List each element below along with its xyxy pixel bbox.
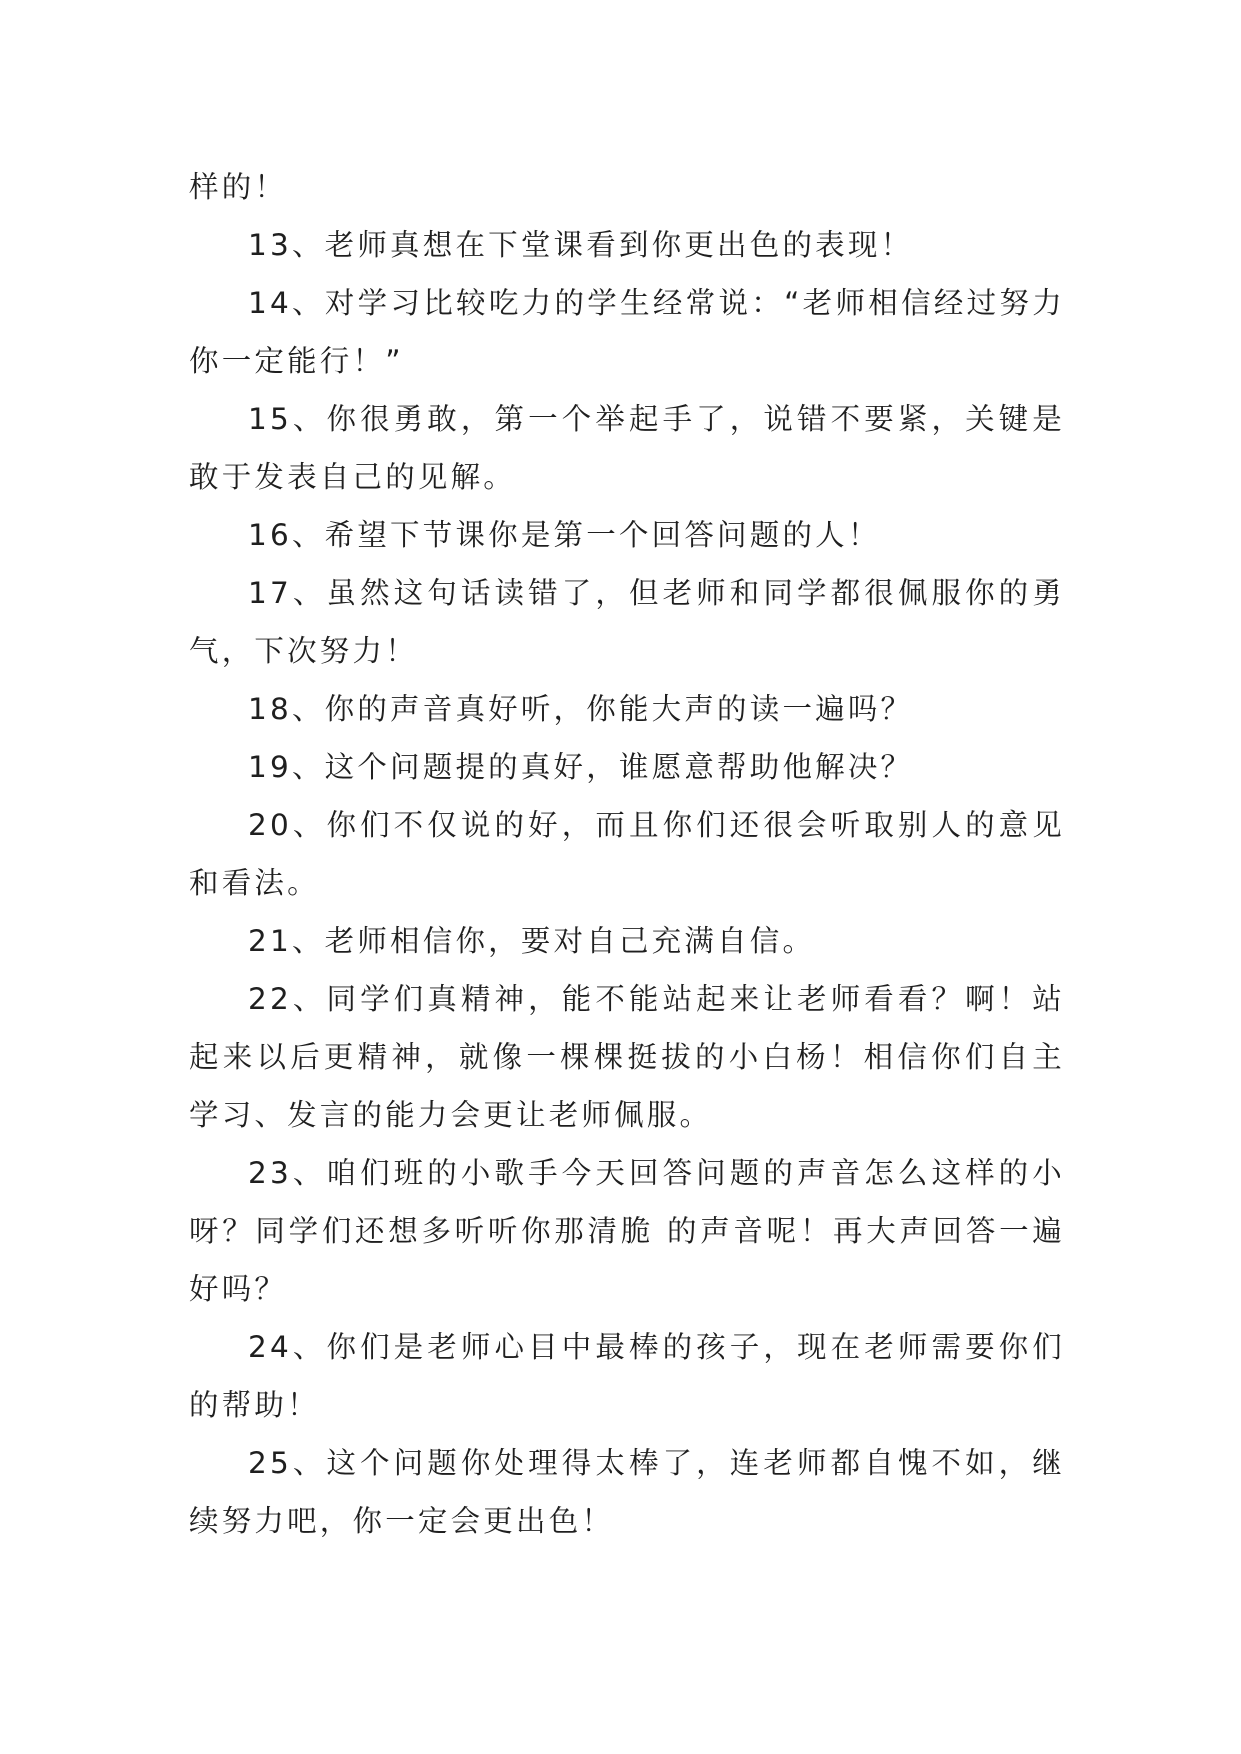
paragraph-item-18: 18、你的声音真好听，你能大声的读一遍吗？: [248, 692, 914, 726]
paragraph-item-13: 13、老师真想在下堂课看到你更出色的表现！: [248, 228, 914, 262]
paragraph-item-24: 24、你们是老师心目中最棒的孩子，现在老师需要你们的帮助！: [189, 1330, 1065, 1422]
paragraph-item-16: 16、希望下节课你是第一个回答问题的人！: [248, 518, 881, 552]
paragraph-item-23: 23、咱们班的小歌手今天回答问题的声音怎么这样的小呀？同学们还想多听听你那清脆 的声音呢！再大声回答一遍好吗？: [189, 1156, 1065, 1306]
paragraph-item-21: 21、老师相信你，要对自己充满自信。: [248, 924, 816, 958]
paragraph-item-14: 14、对学习比较吃力的学生经常说：“老师相信经过努力你一定能行！”: [189, 286, 1065, 378]
paragraph-item-25: 25、这个问题你处理得太棒了，连老师都自愧不如，继续努力吧，你一定会更出色！: [189, 1446, 1065, 1538]
document-page: [189, 158, 1065, 1550]
paragraph-item-22: 22、同学们真精神，能不能站起来让老师看看？啊！站起来以后更精神，就像一棵棵挺拔的小白杨！相信你们自主学习、发言的能力会更让老师佩服。: [189, 982, 1065, 1132]
paragraph-item-15: 15、你很勇敢，第一个举起手了，说错不要紧，关键是敢于发表自己的见解。: [189, 402, 1065, 494]
paragraph-continuation: 样的！: [189, 170, 288, 204]
paragraph-item-20: 20、你们不仅说的好，而且你们还很会听取别人的意见和看法。: [189, 808, 1065, 900]
paragraph-item-17: 17、虽然这句话读错了，但老师和同学都很佩服你的勇气，下次努力！: [189, 576, 1065, 668]
paragraph-item-19: 19、这个问题提的真好，谁愿意帮助他解决？: [248, 750, 914, 784]
